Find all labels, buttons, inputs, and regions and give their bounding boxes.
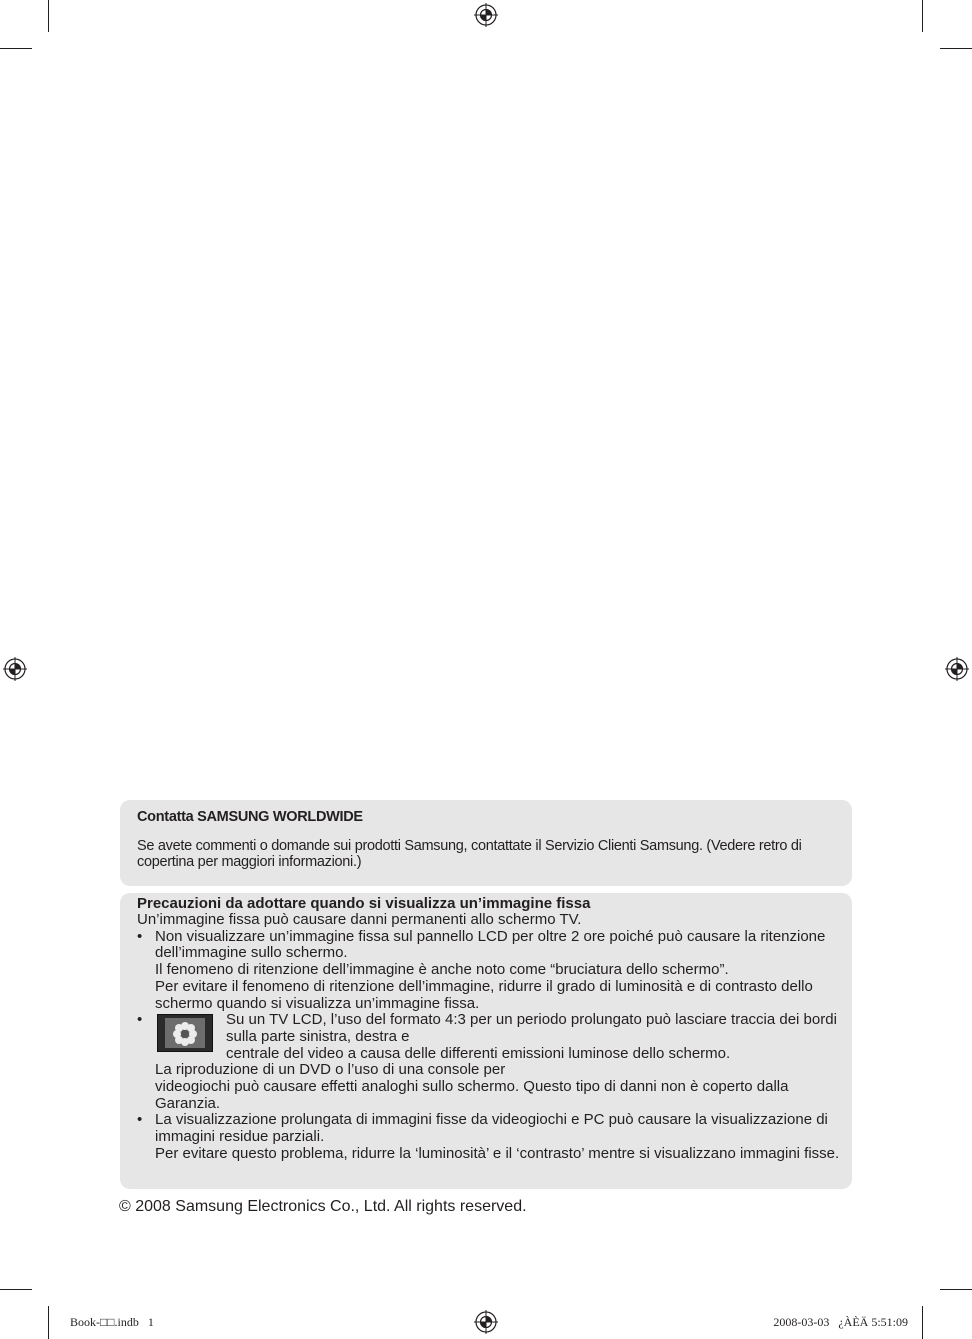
registration-mark-icon bbox=[3, 657, 27, 681]
crop-mark bbox=[0, 48, 32, 49]
crop-mark bbox=[940, 48, 972, 49]
bullet-2-text: videogiochi può causare effetti analoghi sullo schermo. Questo tipo di danni non è coperto dalla Garanzia. bbox=[155, 1078, 789, 1112]
crop-mark bbox=[922, 1306, 923, 1339]
bullet-3-text: La visualizzazione prolungata di immagini fisse da videogiochi e PC può causare la visualizzazione di immagini residue parziali. bbox=[155, 1111, 828, 1146]
bullet-2-text: Su un TV LCD, l’uso del formato 4:3 per un periodo prolungato può lasciare traccia dei bordi sulla parte sinistra, destra e bbox=[226, 1011, 837, 1045]
bullet-dot: • bbox=[137, 927, 143, 945]
registration-mark-icon bbox=[945, 657, 969, 681]
bullet-3-text: Per evitare questo problema, ridurre la ‘luminosità’ e il ‘contrasto’ mentre si visualizzano immagini fisse. bbox=[155, 1144, 840, 1162]
precautions-box bbox=[120, 893, 852, 1189]
precautions-intro: Un’immagine fissa può causare danni permanenti allo schermo TV. bbox=[137, 911, 582, 928]
contact-box bbox=[120, 800, 852, 886]
bullet-dot: • bbox=[137, 1011, 143, 1029]
bullet-item-1 bbox=[137, 929, 842, 1013]
footer-file-name: Book-□□.indb 1 bbox=[70, 1315, 154, 1329]
bullet-1-text: Il fenomeno di ritenzione dell’immagine è anche noto come “bruciatura dello schermo”. bbox=[155, 961, 729, 979]
bullet-1-text: Non visualizzare un’immagine fissa sul pannello LCD per oltre 2 ore poiché può causare la ritenzione dell’immagine sullo schermo. bbox=[155, 927, 826, 962]
bullet-item-3 bbox=[137, 1112, 842, 1162]
bullet-1-text: Per evitare il fenomeno di ritenzione dell’immagine, ridurre il grado di luminosità e di contrasto dello schermo quando si visualizza un’immagine fissa. bbox=[155, 977, 813, 1012]
registration-mark-icon bbox=[474, 3, 498, 27]
contact-title: Contatta SAMSUNG WORLDWIDE bbox=[137, 809, 363, 825]
bullet-2-text: centrale del video a causa delle differenti emissioni luminose dello schermo. bbox=[226, 1044, 731, 1062]
crop-mark bbox=[0, 1289, 32, 1290]
precautions-title: Precauzioni da adottare quando si visualizza un’immagine fissa bbox=[137, 895, 591, 912]
copyright-notice: © 2008 Samsung Electronics Co., Ltd. All rights reserved. bbox=[119, 1198, 527, 1215]
crop-mark bbox=[48, 0, 49, 32]
crop-mark bbox=[48, 1306, 49, 1339]
tv-screen-flower-icon bbox=[157, 1014, 213, 1052]
bullet-item-2 bbox=[137, 1012, 842, 1112]
bullet-2-text: La riproduzione di un DVD o l’uso di una console per bbox=[155, 1061, 506, 1079]
bullet-dot: • bbox=[137, 1111, 143, 1129]
crop-mark bbox=[922, 0, 923, 32]
registration-mark-icon bbox=[474, 1310, 498, 1334]
bullet-2-image-row bbox=[155, 1012, 842, 1062]
crop-mark bbox=[940, 1289, 972, 1290]
footer-timestamp: 2008-03-03 ¿ÀÈÄ 5:51:09 bbox=[773, 1315, 908, 1329]
contact-text: Se avete commenti o domande sui prodotti Samsung, contattate il Servizio Clienti Samsung. (Vedere retro di copertina per maggiori informazioni.) bbox=[137, 838, 802, 870]
